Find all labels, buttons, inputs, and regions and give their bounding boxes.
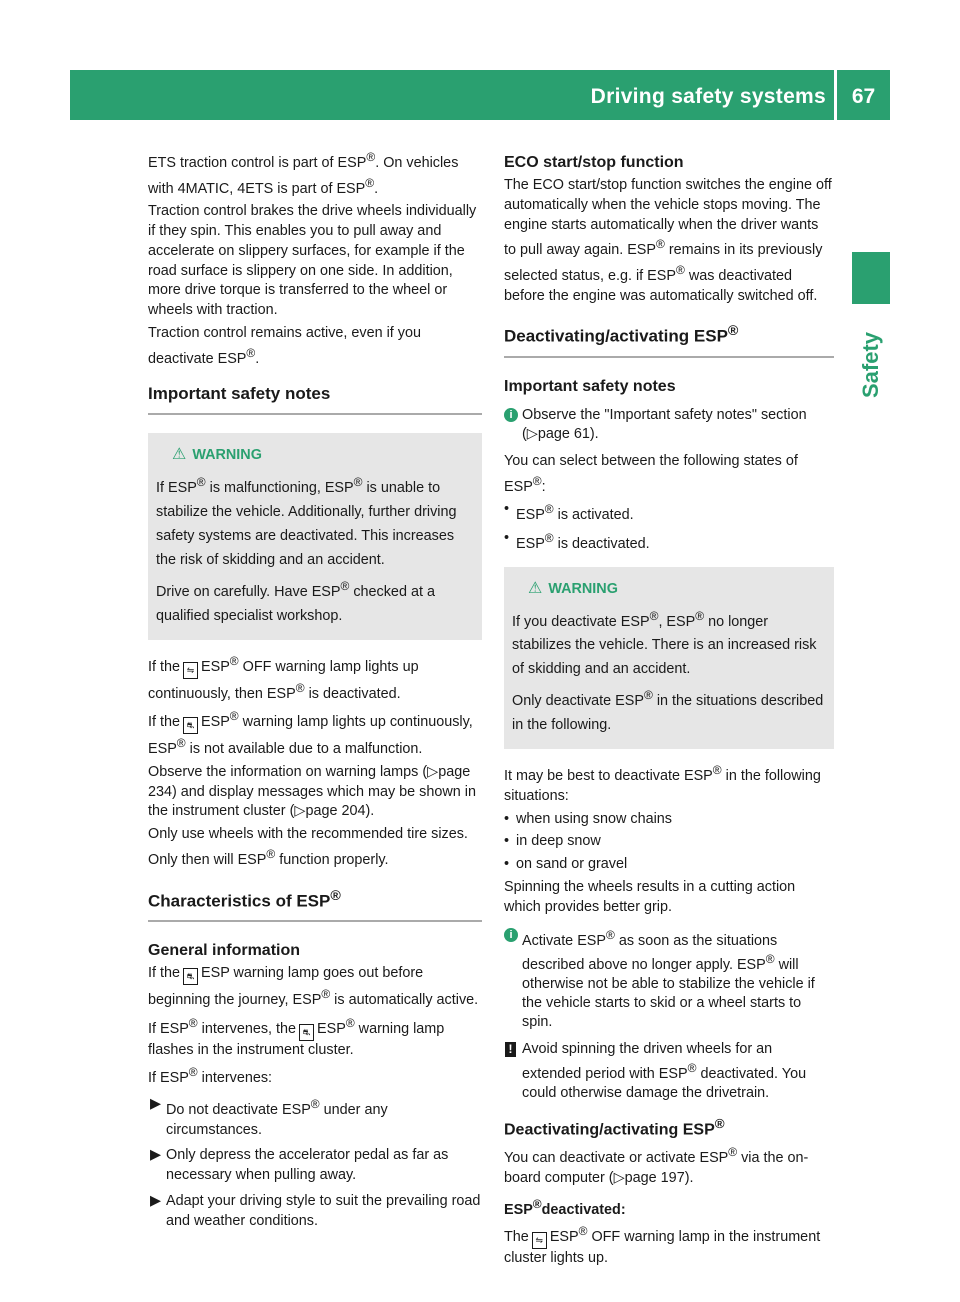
warning-heading: ⚠ WARNING [528, 579, 618, 597]
paragraph: If ESP® intervenes: [148, 1065, 273, 1087]
warning-text: If you deactivate ESP®, ESP® no longer stabilizes the vehicle. There is an increased risk of skidding and an accident. [512, 608, 817, 678]
list-item: • in deep snow [504, 832, 834, 852]
list-item: • ESP® is deactivated. [504, 529, 834, 555]
esp-off-icon [532, 1232, 547, 1249]
section-title: Driving safety systems [590, 85, 826, 108]
warning-heading: ⚠ WARNING [172, 446, 262, 464]
warning-box [148, 433, 482, 640]
paragraph: Traction control brakes the drive wheels individually if they spin. This enables you to pull away and accelerate on slippery surfaces, for example if the road surface is slippery on one side. In addition, more drive torque is transferred to the wheel or wheels with traction. [148, 203, 477, 319]
step-arrow-icon: ▶ [150, 1192, 162, 1209]
chapter-label: Safety [858, 331, 883, 399]
caution-note: ! Avoid spinning the driven wheels for an extended period with ESP® deactivated. You could otherwise damage the drivetrain. [504, 1040, 834, 1103]
page-number: 67 [851, 85, 876, 108]
instruction-step: ▶ Only depress the accelerator pedal as far as necessary when pulling away. [150, 1147, 449, 1184]
chapter-tab [848, 325, 894, 405]
heading-general-information: General information [148, 942, 301, 960]
heading-deactivating-activating-esp: Deactivating/activating ESP® [504, 320, 834, 358]
paragraph: If the⛐ ESP® warning lamp lights up continuously, ESP® is not available due to a malfunction. [148, 707, 482, 759]
heading-characteristics-esp: Characteristics of ESP® [148, 885, 482, 923]
list-item: • when using snow chains [504, 810, 834, 830]
warning-triangle-icon: ⚠ [172, 446, 187, 464]
step-arrow-icon: ▶ [150, 1095, 162, 1112]
paragraph: The⇋ ESP® OFF warning lamp in the instrument cluster lights up. [504, 1222, 834, 1269]
instruction-step: ▶ Do not deactivate ESP® under any circumstances. [150, 1095, 388, 1138]
paragraph: Traction control remains active, even if you deactivate ESP®. [148, 324, 422, 367]
warning-box [504, 567, 834, 750]
paragraph: ETS traction control is part of ESP®. On vehicles with 4MATIC, 4ETS is part of ESP®. [148, 150, 459, 197]
warning-text: If ESP® is malfunctioning, ESP® is unable to stabilize the vehicle. Additionally, further driving safety systems are deactivated. This increases the risk of skidding and an accident. [156, 475, 457, 569]
info-icon: i [504, 408, 518, 422]
paragraph: You can deactivate or activate ESP® via the on-board computer (▷page 197). [504, 1145, 809, 1186]
paragraph: If ESP® intervenes, the⛐ ESP® warning lamp flashes in the instrument cluster. [148, 1014, 482, 1061]
paragraph: You can select between the following states of ESP®: [504, 453, 798, 495]
left-column [148, 148, 482, 1238]
paragraph: Observe the information on warning lamps (▷page 234) and display messages which may be shown in the instrument cluster (▷page 204). [148, 763, 476, 820]
paragraph: If the⇋ ESP® OFF warning lamp lights up continuously, then ESP® is deactivated. [148, 652, 482, 704]
info-note: i Observe the "Important safety notes" section (▷page 61). [504, 406, 834, 444]
paragraph: Only use wheels with the recommended tire sizes. Only then will ESP® function properly. [148, 826, 468, 868]
info-note: i Activate ESP® as soon as the situations described above no longer apply. ESP® will otherwise not be able to stabilize the vehicle if the vehicle starts to skid or a wheel starts to spin. [504, 926, 834, 1033]
page-ref-icon: ▷ [294, 803, 306, 820]
list-item: • on sand or gravel [504, 855, 834, 875]
subheading-esp-deactivated: ESP®deactivated: [504, 1196, 626, 1218]
list-item: • ESP® is activated. [504, 500, 834, 526]
esp-off-icon [183, 662, 198, 679]
chapter-tab-marker [852, 252, 890, 304]
right-column [504, 148, 834, 1272]
caution-icon: ! [505, 1042, 516, 1057]
step-arrow-icon: ▶ [150, 1147, 162, 1164]
heading-important-safety-notes: Important safety notes [504, 378, 676, 396]
warning-text: Only deactivate ESP® in the situations described in the following. [512, 688, 824, 734]
page-header [70, 70, 890, 120]
info-icon: i [504, 928, 518, 942]
paragraph: It may be best to deactivate ESP® in the following situations: [504, 763, 821, 804]
page-ref-icon: ▷ [427, 763, 439, 780]
heading-important-safety-notes: Important safety notes [148, 383, 482, 415]
heading-eco-start-stop: ECO start/stop function [504, 154, 684, 171]
paragraph: The ECO start/stop function switches the engine off automatically when the vehicle stops moving. The engine starts automatically when the driver wants to pull away again. ESP® remains in its previously selected status, e.g. if ESP® was deactivated before the engine was automatically switched off. [504, 177, 832, 304]
instruction-step: ▶ Adapt your driving style to suit the prevailing road and weather conditions. [150, 1192, 481, 1229]
esp-icon [183, 968, 198, 985]
esp-icon [299, 1024, 314, 1041]
paragraph: Spinning the wheels results in a cutting action which provides better grip. [504, 878, 796, 915]
heading-deactivating-activating-esp: Deactivating/activating ESP® [504, 1115, 725, 1139]
warning-text: Drive on carefully. Have ESP® checked at a qualified specialist workshop. [156, 579, 435, 624]
page-ref-icon: ▷ [613, 1169, 625, 1186]
esp-icon [183, 717, 198, 734]
paragraph: If the⛐ ESP warning lamp goes out before beginning the journey, ESP® is automatically active. [148, 964, 482, 1011]
page-ref-icon: ▷ [526, 426, 538, 443]
warning-triangle-icon: ⚠ [528, 579, 543, 597]
